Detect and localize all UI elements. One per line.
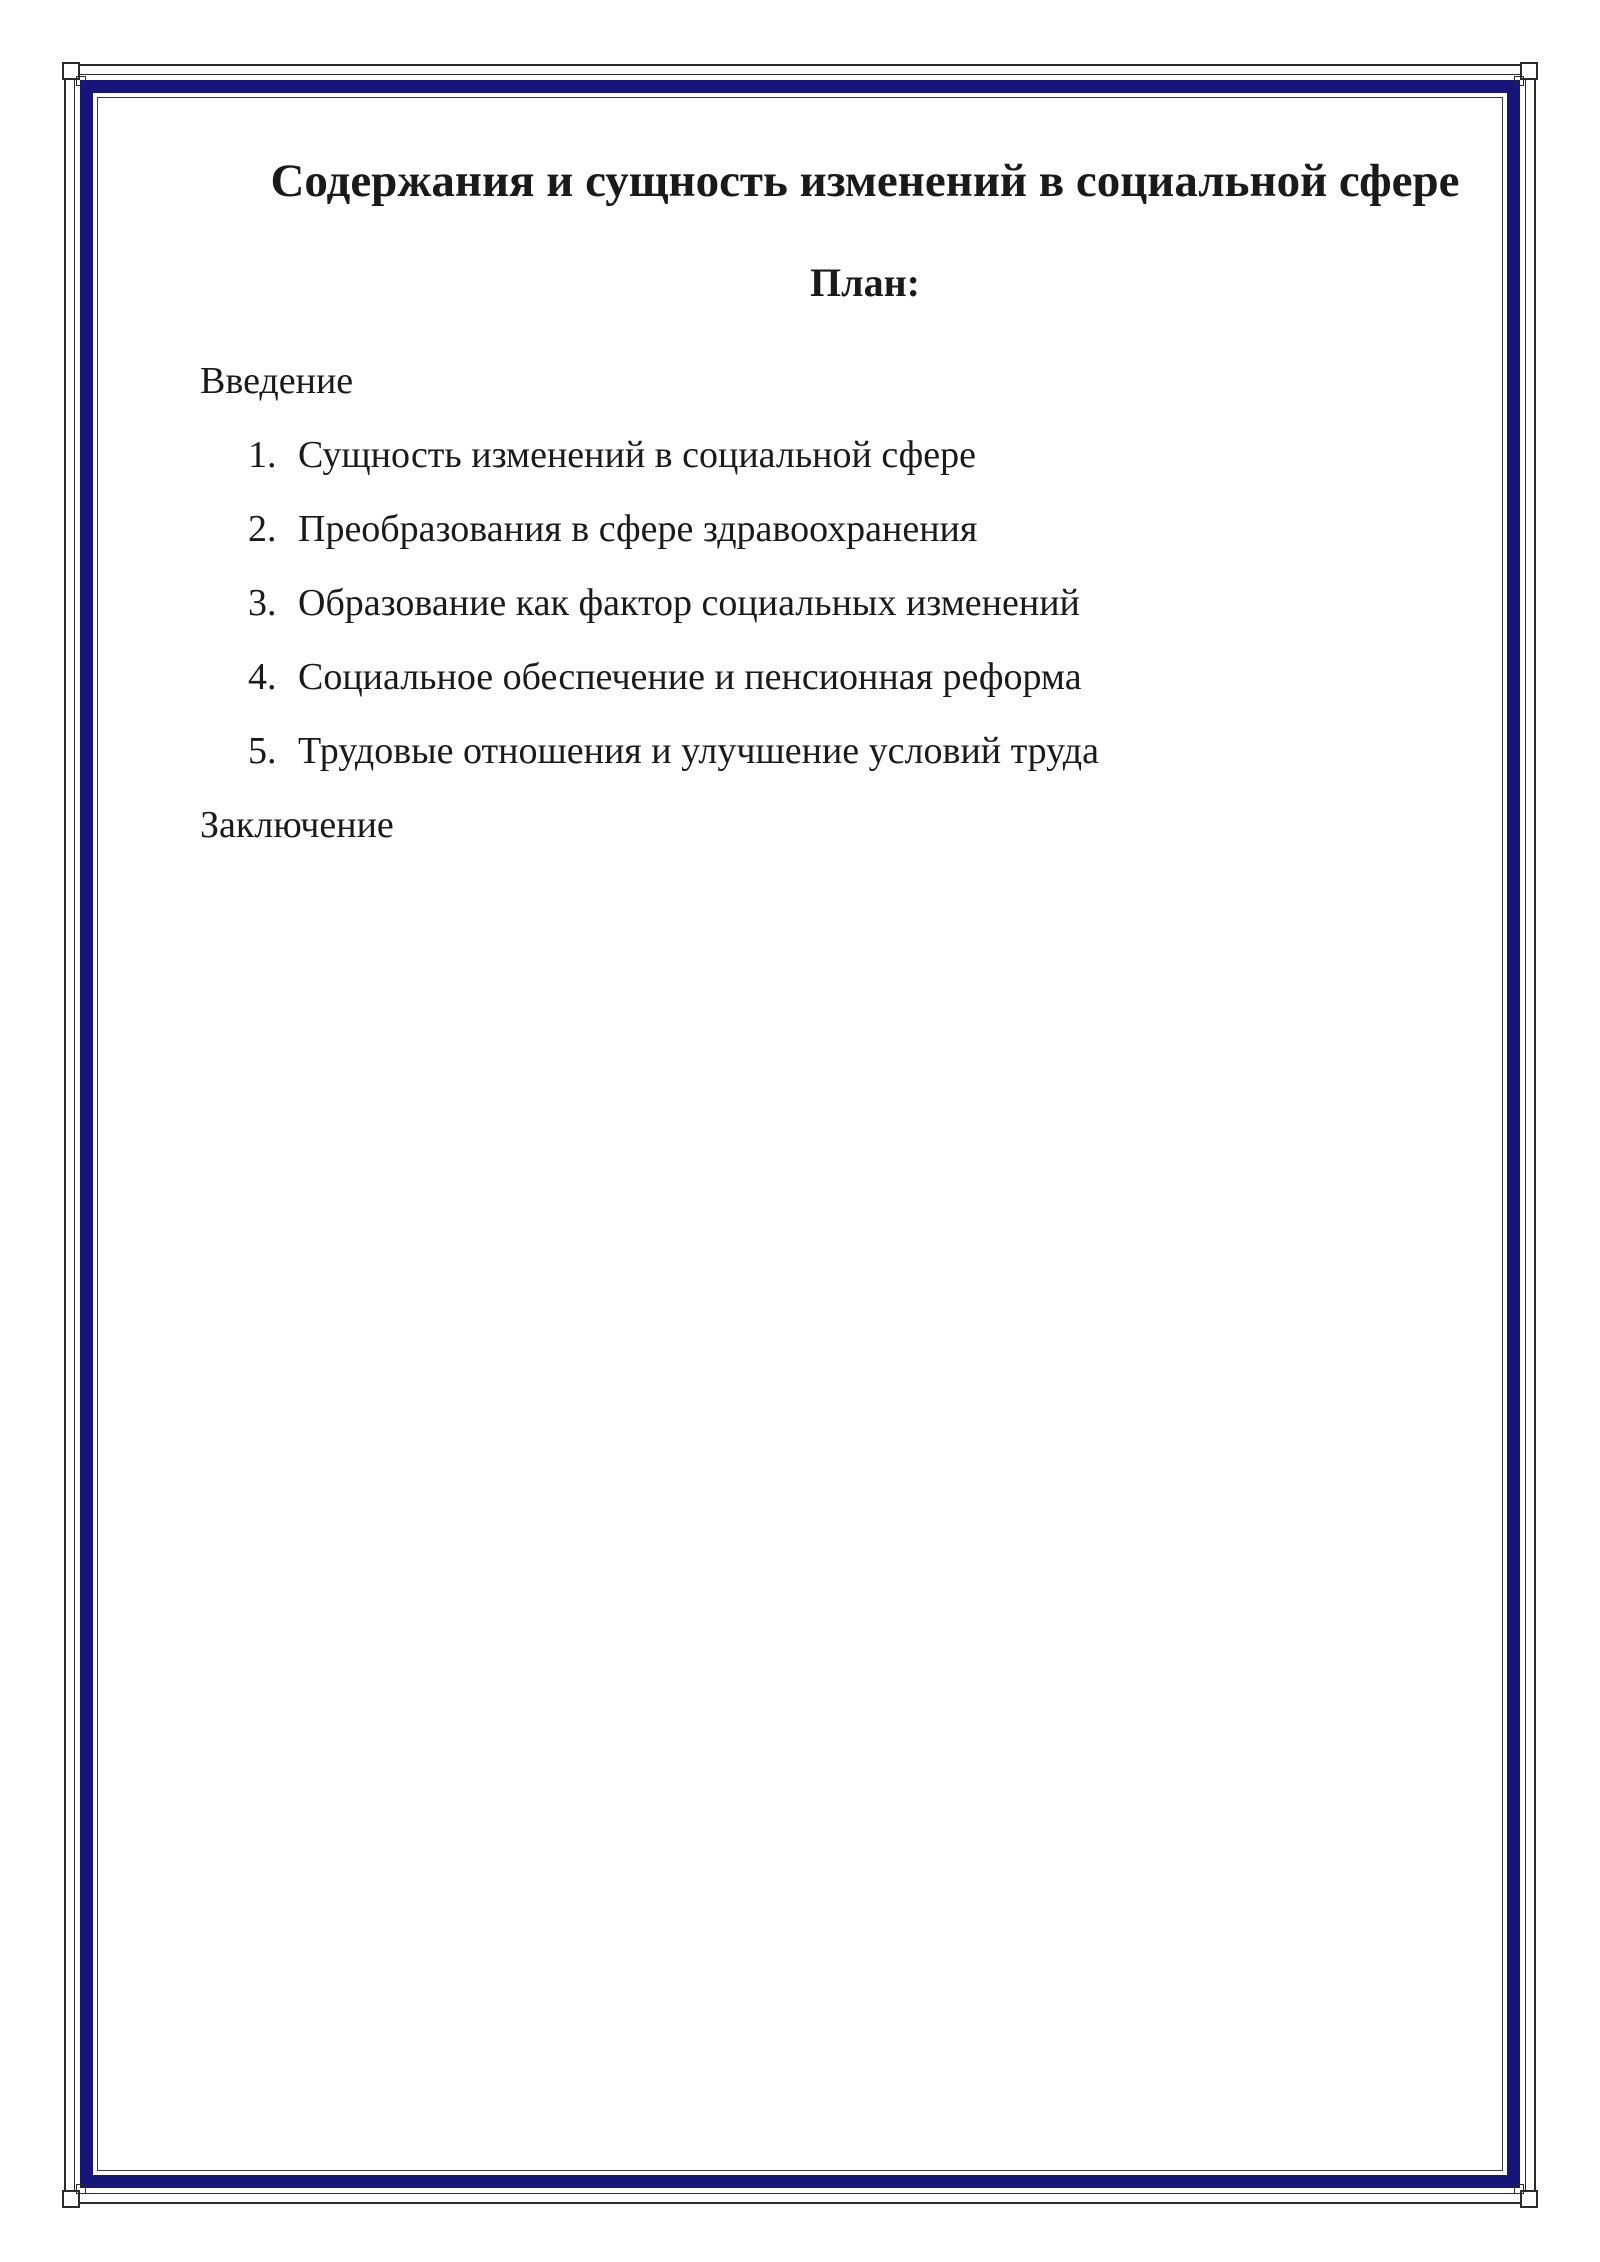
- toc-item-text: Трудовые отношения и улучшение условий труда: [298, 730, 1099, 772]
- document-title: Содержания и сущность изменений в социальной сфере: [270, 155, 1460, 207]
- toc-item-number: 4.: [248, 656, 277, 698]
- corner-ornament-top-right: [1508, 62, 1538, 92]
- toc-item: [200, 506, 1480, 552]
- toc-item-text: Преобразования в сфере здравоохранения: [298, 508, 978, 550]
- toc-item: [200, 432, 1480, 478]
- plan-heading: План:: [810, 260, 920, 305]
- toc-item-text: Образование как фактор социальных изменений: [298, 582, 1080, 624]
- document-content: [200, 150, 1480, 848]
- toc-item-number: 3.: [248, 582, 277, 624]
- toc-item-text: Социальное обеспечение и пенсионная реформа: [298, 656, 1082, 698]
- corner-ornament-bottom-right: [1508, 2178, 1538, 2208]
- toc-item: [200, 728, 1480, 774]
- toc-item-number: 5.: [248, 730, 277, 772]
- toc-item-text: Сущность изменений в социальной сфере: [298, 434, 977, 476]
- corner-ornament-bottom-left: [62, 2178, 92, 2208]
- corner-ornament-top-left: [62, 62, 92, 92]
- toc-list: [200, 432, 1480, 774]
- toc-introduction: Введение: [200, 360, 354, 402]
- toc-conclusion: Заключение: [200, 804, 394, 846]
- toc-item-number: 2.: [248, 508, 277, 550]
- toc-item-number: 1.: [248, 434, 277, 476]
- toc-item: [200, 580, 1480, 626]
- toc-item: [200, 654, 1480, 700]
